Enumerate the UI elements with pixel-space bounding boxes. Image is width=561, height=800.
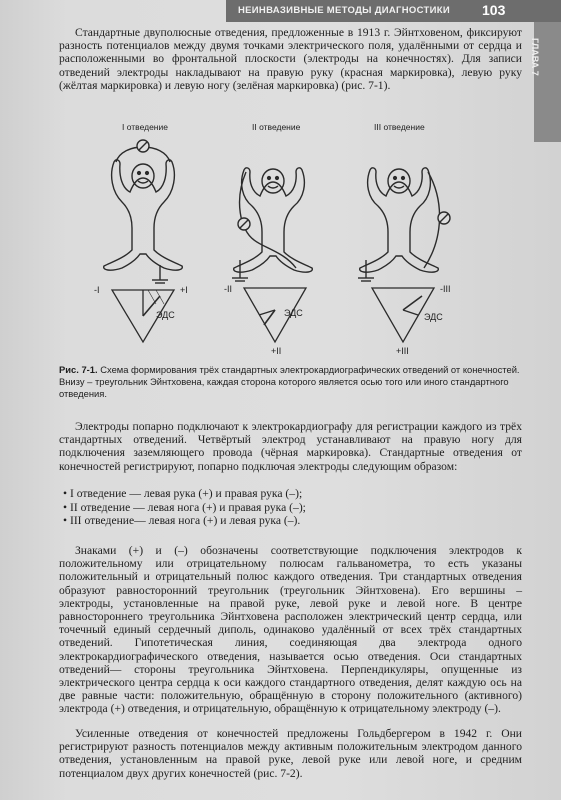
axis-label-plus-III: +III [396, 346, 409, 356]
list-item: • I отведение — левая рука (+) и правая рука (–); [63, 487, 303, 500]
chapter-side-tab-label: ГЛАВА 7 [530, 38, 540, 76]
axis-label-plus-II: +II [271, 346, 282, 356]
lead-title-2: II отведение [252, 122, 301, 132]
human-figure-lead-3 [358, 168, 450, 281]
eds-label-2: ЭДС [284, 308, 303, 318]
eds-label-1: ЭДС [156, 310, 175, 320]
figure-caption-label: Рис. 7-1. [59, 364, 98, 375]
eds-label-3: ЭДС [424, 312, 443, 322]
axis-label-plus-I: +I [180, 285, 188, 295]
einthoven-leads-illustration [84, 120, 484, 360]
figure-7-1 [84, 120, 484, 360]
axis-label-minus-II: -II [224, 284, 232, 294]
axis-label-minus-I: -I [94, 285, 100, 295]
page-number: 103 [482, 2, 506, 18]
lead-connection-list [63, 487, 503, 528]
running-head: НЕИНВАЗИВНЫЕ МЕТОДЫ ДИАГНОСТИКИ [238, 5, 450, 16]
figure-caption-text: Схема формирования трёх стандартных электрокардиографических отведений от конечностей. Внизу – треугольник Эйнтховена, каждая сторона которого является осью того или иного стандартного отведения. [59, 364, 520, 399]
axis-label-minus-III: -III [440, 284, 451, 294]
signs-paragraph: Знаками (+) и (–) обозначены соответствующие подключения электродов к положительному или отрицательному полюсам гальванометра, то есть указаны положительный и отрицательный полюс каждого отведения. Три стандартных отведения образуют равносторонний треугольник (треугольник Эйнтховена). Его вершины – электроды, установленные на правой руке, левой руке и левой ноге. В центре равностороннего треугольника Эйнтховена расположен электрический центр сердца, или точечный единый сердечный диполь, одинаково удалённый от всех трёх стандартных отведений. Гипотетическая линия, соединяющая два электрода одного электрокардиографического отведения, называется осью отведения. Оси стандартных отведений— стороны треугольника Эйнтховена. Перпендикуляры, опущенные из электрического центра сердца к оси каждого стандартного отведения, делят каждую ось на две равные части: положительную, обращённую в сторону положительного (активного) электрода (+) отведения, и отрицательную, обращённую к отрицательному электроду (–). [59, 544, 522, 716]
human-figure-lead-1 [104, 140, 183, 283]
augmented-leads-paragraph: Усиленные отведения от конечностей предложены Гольдбергером в 1942 г. Они регистрируют разность потенциалов между активным положительным электродом данного отведения, установленным на правой руке, левой руке или левой ноге, и средним потенциалом двух других конечностей (рис. 7-2). [59, 727, 522, 780]
lead-title-1: I отведение [122, 122, 168, 132]
lead-title-3: III отведение [374, 122, 425, 132]
list-item: • II отведение — левая нога (+) и правая рука (–); [63, 500, 306, 514]
list-item: • III отведение— левая нога (+) и левая рука (–). [63, 514, 301, 528]
electrodes-paragraph: Электроды попарно подключают к электрокардиографу для регистрации каждого из трёх стандартных отведений. Четвёртый электрод устанавливают на правую ногу для подключения заземляющего провода (чёрная маркировка). Стандартные отведения от конечностей регистрируют, попарно подключая электроды следующим образом: [59, 420, 522, 473]
figure-caption [59, 364, 522, 400]
human-figure-lead-2 [232, 168, 312, 281]
intro-paragraph: Стандартные двуполюсные отведения, предложенные в 1913 г. Эйнтховеном, фиксируют разность потенциалов между двумя точками электрического поля, удалёнными от сердца и расположенными во фронтальной плоскости (электроды на конечностях). Для записи отведений электроды накладывают на правую руку (красная маркировка), левую руку (жёлтая маркировка) и левую ногу (зелёная маркировка) (рис. 7-1). [59, 26, 522, 92]
